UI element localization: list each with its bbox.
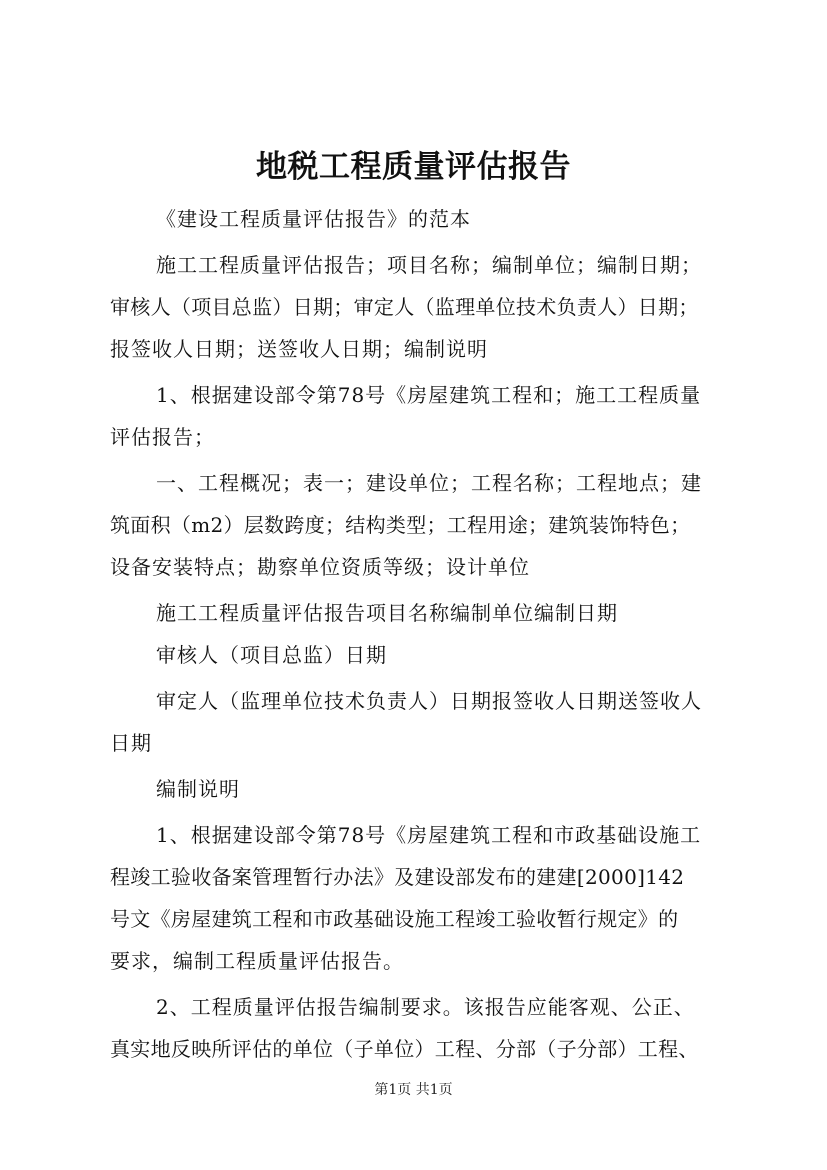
paragraph-line-13: 日期 (110, 731, 152, 755)
paragraph-line-6: 评估报告； (110, 425, 215, 449)
paragraph-line-5: 1、根据建设部令第78号《房屋建筑工程和；施工工程质量 (156, 383, 702, 407)
paragraph-line-4: 报签收人日期；送签收人日期；编制说明 (110, 337, 488, 361)
paragraph-line-1: 《建设工程质量评估报告》的范本 (156, 207, 471, 231)
paragraph-line-10: 施工工程质量评估报告项目名称编制单位编制日期 (156, 601, 618, 625)
paragraph-line-16: 程竣工验收备案管理暂行办法》及建设部发布的建建[2000]142 (110, 865, 685, 889)
document-body (110, 198, 740, 1070)
paragraph-line-3: 审核人（项目总监）日期；审定人（监理单位技术负责人）日期； (110, 295, 699, 319)
paragraph-line-17: 号文《房屋建筑工程和市政基础设施工程竣工验收暂行规定》的 (110, 907, 679, 931)
paragraph-line-7: 一、工程概况；表一；建设单位；工程名称；工程地点；建 (156, 471, 702, 495)
paragraph-line-19: 2、工程质量评估报告编制要求。该报告应能客观、公正、 (156, 995, 695, 1019)
paragraph-line-14: 编制说明 (156, 777, 240, 801)
paragraph-line-8: 筑面积（m2）层数跨度；结构类型；工程用途；建筑装饰特色； (110, 513, 691, 537)
page-footer: 第1页 共1页 (374, 1082, 453, 1098)
paragraph-line-20: 真实地反映所评估的单位（子单位）工程、分部（子分部）工程、 (110, 1037, 699, 1061)
paragraph-line-9: 设备安装特点；勘察单位资质等级；设计单位 (110, 555, 530, 579)
document-title: 地税工程质量评估报告 (256, 149, 571, 185)
paragraph-line-18: 要求，编制工程质量评估报告。 (110, 949, 404, 973)
paragraph-line-2: 施工工程质量评估报告；项目名称；编制单位；编制日期； (156, 253, 702, 277)
paragraph-line-12: 审定人（监理单位技术负责人）日期报签收人日期送签收人 (156, 689, 702, 713)
paragraph-line-15: 1、根据建设部令第78号《房屋建筑工程和市政基础设施工 (156, 823, 702, 847)
paragraph-line-11: 审核人（项目总监）日期 (156, 643, 387, 667)
